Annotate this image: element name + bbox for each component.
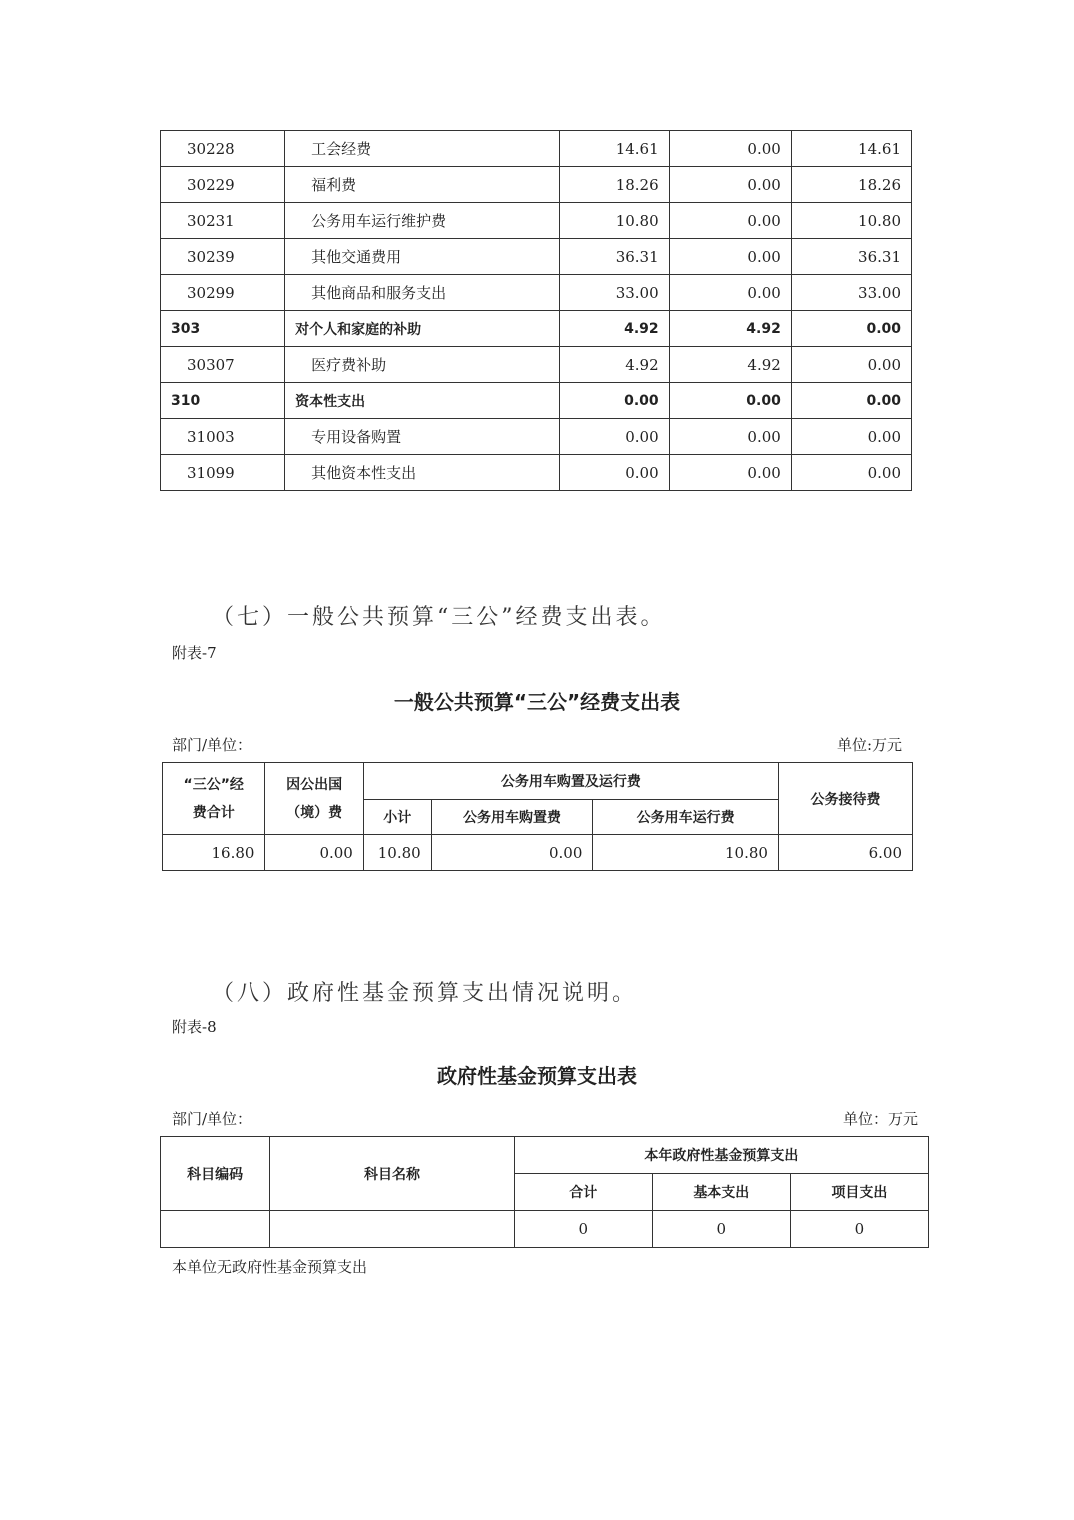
section-8-note: 本单位无政府性基金预算支出 [172,1258,368,1276]
table-row [161,131,912,167]
row-name: 其他资本性支出 [285,455,559,491]
row-project: 0.00 [791,383,911,419]
header-code: 科目编码 [161,1137,270,1211]
row-basic: 0.00 [669,203,791,239]
table-row-category [161,383,912,419]
row-total: 33.00 [559,275,669,311]
row-total: 4.92 [559,311,669,347]
row-total: 36.31 [559,239,669,275]
row-basic: 0.00 [669,167,791,203]
row-name: 对个人和家庭的补助 [285,311,559,347]
header-car-operation: 公务用车运行费 [593,800,779,835]
header-abroad-line1: 因公出国 [286,776,343,793]
row-basic: 0.00 [669,383,791,419]
value-subtotal: 10.80 [363,835,431,871]
row-total: 4.92 [559,347,669,383]
row-basic: 0.00 [669,239,791,275]
row-total: 18.26 [559,167,669,203]
header-car-purchase: 公务用车购置费 [431,800,593,835]
row-project: 0.00 [791,347,911,383]
table-row-category [161,311,912,347]
value-basic: 0 [652,1211,790,1248]
row-code: 30299 [161,275,285,311]
value-project: 0 [790,1211,928,1248]
value-code [161,1211,270,1248]
header-total [163,763,265,835]
row-total: 0.00 [559,419,669,455]
row-total: 0.00 [559,455,669,491]
row-code: 31099 [161,455,285,491]
table-row [161,167,912,203]
row-total: 10.80 [559,203,669,239]
row-basic: 0.00 [669,419,791,455]
table-row [161,455,912,491]
value-name [270,1211,514,1248]
row-basic: 4.92 [669,311,791,347]
row-project: 0.00 [791,419,911,455]
row-project: 33.00 [791,275,911,311]
row-code: 30239 [161,239,285,275]
header-subtotal: 小计 [363,800,431,835]
header-total-line1: “三公”经 [183,776,244,793]
table-row [161,347,912,383]
row-name: 其他交通费用 [285,239,559,275]
row-total: 14.61 [559,131,669,167]
row-code: 30229 [161,167,285,203]
row-code: 310 [161,383,285,419]
section-7-table-title: 一般公共预算“三公”经费支出表 [393,690,681,714]
header-name: 科目名称 [270,1137,514,1211]
row-name: 资本性支出 [285,383,559,419]
value-car-purchase: 0.00 [431,835,593,871]
section-8-unit-label: 单位：万元 [842,1110,918,1128]
row-project: 18.26 [791,167,911,203]
row-project: 0.00 [791,455,911,491]
section-7-dept-label: 部门/单位： [172,736,253,754]
value-total: 0 [514,1211,652,1248]
row-basic: 0.00 [669,131,791,167]
section-8-dept-label: 部门/单位： [172,1110,253,1128]
row-name: 专用设备购置 [285,419,559,455]
value-car-operation: 10.80 [593,835,779,871]
table-row [161,239,912,275]
row-total: 0.00 [559,383,669,419]
header-car-group: 公务用车购置及运行费 [363,763,778,800]
row-project: 36.31 [791,239,911,275]
gov-fund-expense-table [160,1136,929,1248]
row-name: 工会经费 [285,131,559,167]
section-7-heading: （七）一般公共预算“三公”经费支出表。 [212,605,666,630]
row-code: 31003 [161,419,285,455]
table-row [161,419,912,455]
expense-detail-table [160,130,912,491]
value-reception: 6.00 [778,835,912,871]
header-total: 合计 [514,1174,652,1211]
row-name: 福利费 [285,167,559,203]
header-abroad-line2: （境）费 [286,804,343,821]
header-basic: 基本支出 [652,1174,790,1211]
table-row [161,1211,929,1248]
row-code: 30231 [161,203,285,239]
value-total: 16.80 [163,835,265,871]
row-project: 10.80 [791,203,911,239]
header-project: 项目支出 [790,1174,928,1211]
header-abroad [265,763,363,835]
row-project: 0.00 [791,311,911,347]
row-name: 其他商品和服务支出 [285,275,559,311]
row-basic: 4.92 [669,347,791,383]
table-row [161,275,912,311]
value-abroad: 0.00 [265,835,363,871]
row-name: 医疗费补助 [285,347,559,383]
section-8-attach-label: 附表-8 [172,1018,217,1036]
three-public-expense-table [162,762,913,871]
row-code: 30228 [161,131,285,167]
row-code: 303 [161,311,285,347]
row-project: 14.61 [791,131,911,167]
section-7-unit-label: 单位:万元 [836,736,902,754]
row-basic: 0.00 [669,455,791,491]
header-fund-group: 本年政府性基金预算支出 [514,1137,928,1174]
section-8-table-title: 政府性基金预算支出表 [437,1064,637,1088]
table-row [161,203,912,239]
table-row [163,835,913,871]
row-name: 公务用车运行维护费 [285,203,559,239]
row-basic: 0.00 [669,275,791,311]
row-code: 30307 [161,347,285,383]
section-7-attach-label: 附表-7 [172,644,217,662]
header-reception: 公务接待费 [778,763,912,835]
section-8-heading: （八）政府性基金预算支出情况说明。 [212,981,638,1006]
header-total-line2: 费合计 [192,804,235,821]
